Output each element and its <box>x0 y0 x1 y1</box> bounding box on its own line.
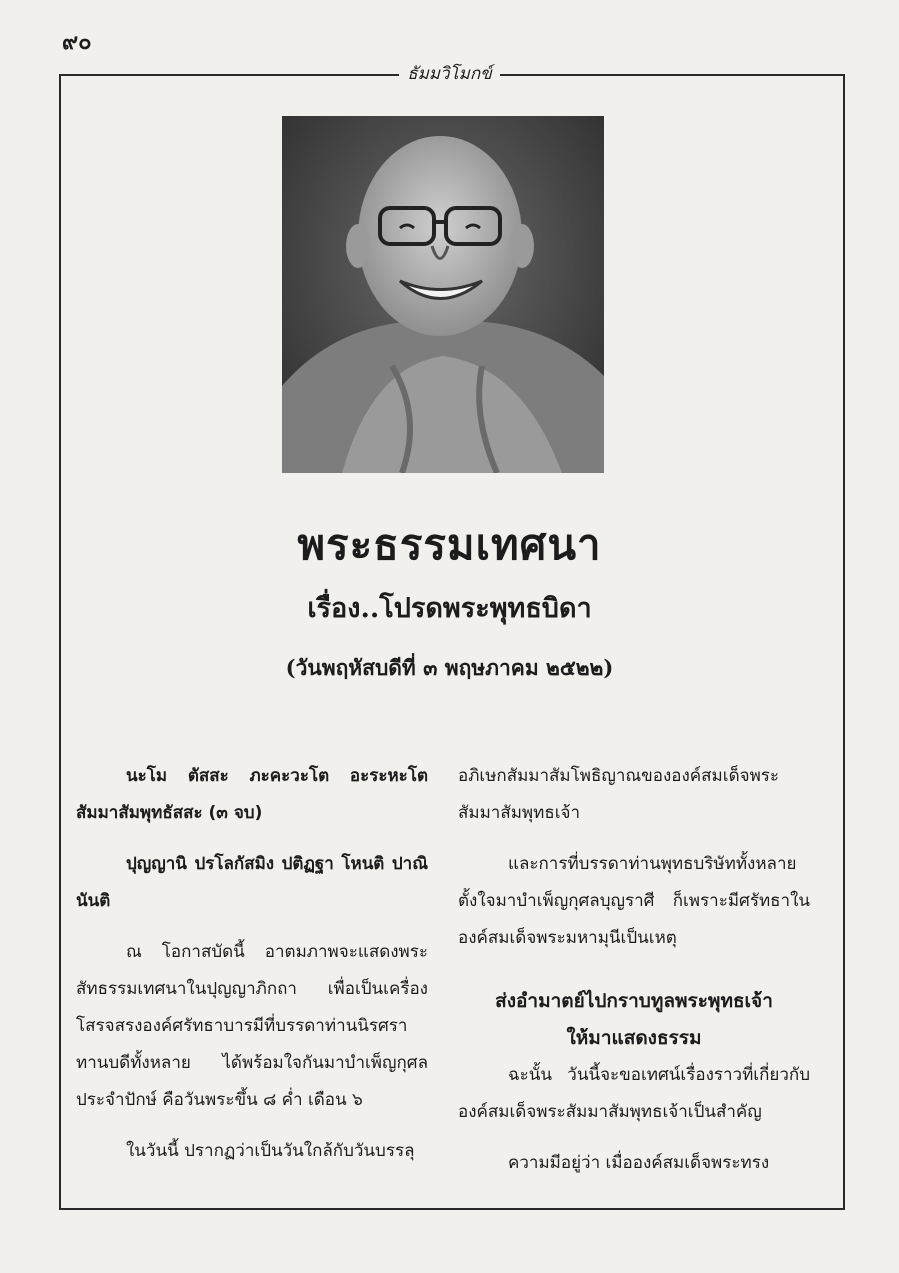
pali-verse-paragraph: ปุญญานิ ปรโลกัสมิง ปติฏฐา โหนติ ปาณินันติ <box>76 854 428 911</box>
body-paragraph: ความมีอยู่ว่า เมื่อองค์สมเด็จพระทรง <box>508 1153 770 1173</box>
body-paragraph: ณ โอกาสบัดนี้ อาตมภาพจะแสดงพระสัทธรรมเทศนาในปุญญาภิกถา เพื่อเป็นเครื่องโสรจสรงองค์ศรัทธาบารมีที่บรรดาท่านนิรศราทานบดีทั้งหลาย ได้พร้อมใจกันมาบำเพ็ญกุศลประจำปักษ์ คือวันพระขึ้น ๘ ค่ำ เดือน ๖ <box>76 942 428 1110</box>
sermon-subtitle: เรื่อง..โปรดพระพุทธบิดา <box>307 593 592 624</box>
running-header <box>0 60 899 87</box>
monk-portrait-photo <box>282 116 604 473</box>
right-column <box>458 758 810 1196</box>
left-column <box>76 758 428 1184</box>
page-number: ๙๐ <box>62 29 92 55</box>
section-heading-line2: ให้มาแสดงธรรม <box>566 1027 702 1049</box>
portrait-illustration <box>282 116 604 473</box>
section-heading-line1: ส่งอำมาตย์ไปกราบทูลพระพุทธเจ้า <box>495 990 773 1012</box>
body-paragraph: และการที่บรรดาท่านพุทธบริษัททั้งหลายตั้งใจมาบำเพ็ญกุศลบุญราศี ก็เพราะมีศรัทธาในองค์สมเด็จพระมหามุนีเป็นเหตุ <box>458 854 810 948</box>
body-paragraph: อภิเษกสัมมาสัมโพธิญาณขององค์สมเด็จพระสัมมาสัมพุทธเจ้า <box>458 766 780 823</box>
body-paragraph: ฉะนั้น วันนี้จะขอเทศน์เรื่องราวที่เกี่ยวกับองค์สมเด็จพระสัมมาสัมพุทธเจ้าเป็นสำคัญ <box>458 1065 810 1122</box>
body-paragraph: ในวันนี้ ปรากฏว่าเป็นวันใกล้กับวันบรรลุ <box>126 1141 415 1161</box>
sermon-title: พระธรรมเทศนา <box>297 520 602 569</box>
sermon-date: (วันพฤหัสบดีที่ ๓ พฤษภาคม ๒๕๒๒) <box>285 655 614 680</box>
header-text: ธัมมวิโมกข์ <box>399 64 500 84</box>
invocation-paragraph: นะโม ตัสสะ ภะคะวะโต อะระหะโต สัมมาสัมพุทธัสสะ (๓ จบ) <box>76 766 428 823</box>
